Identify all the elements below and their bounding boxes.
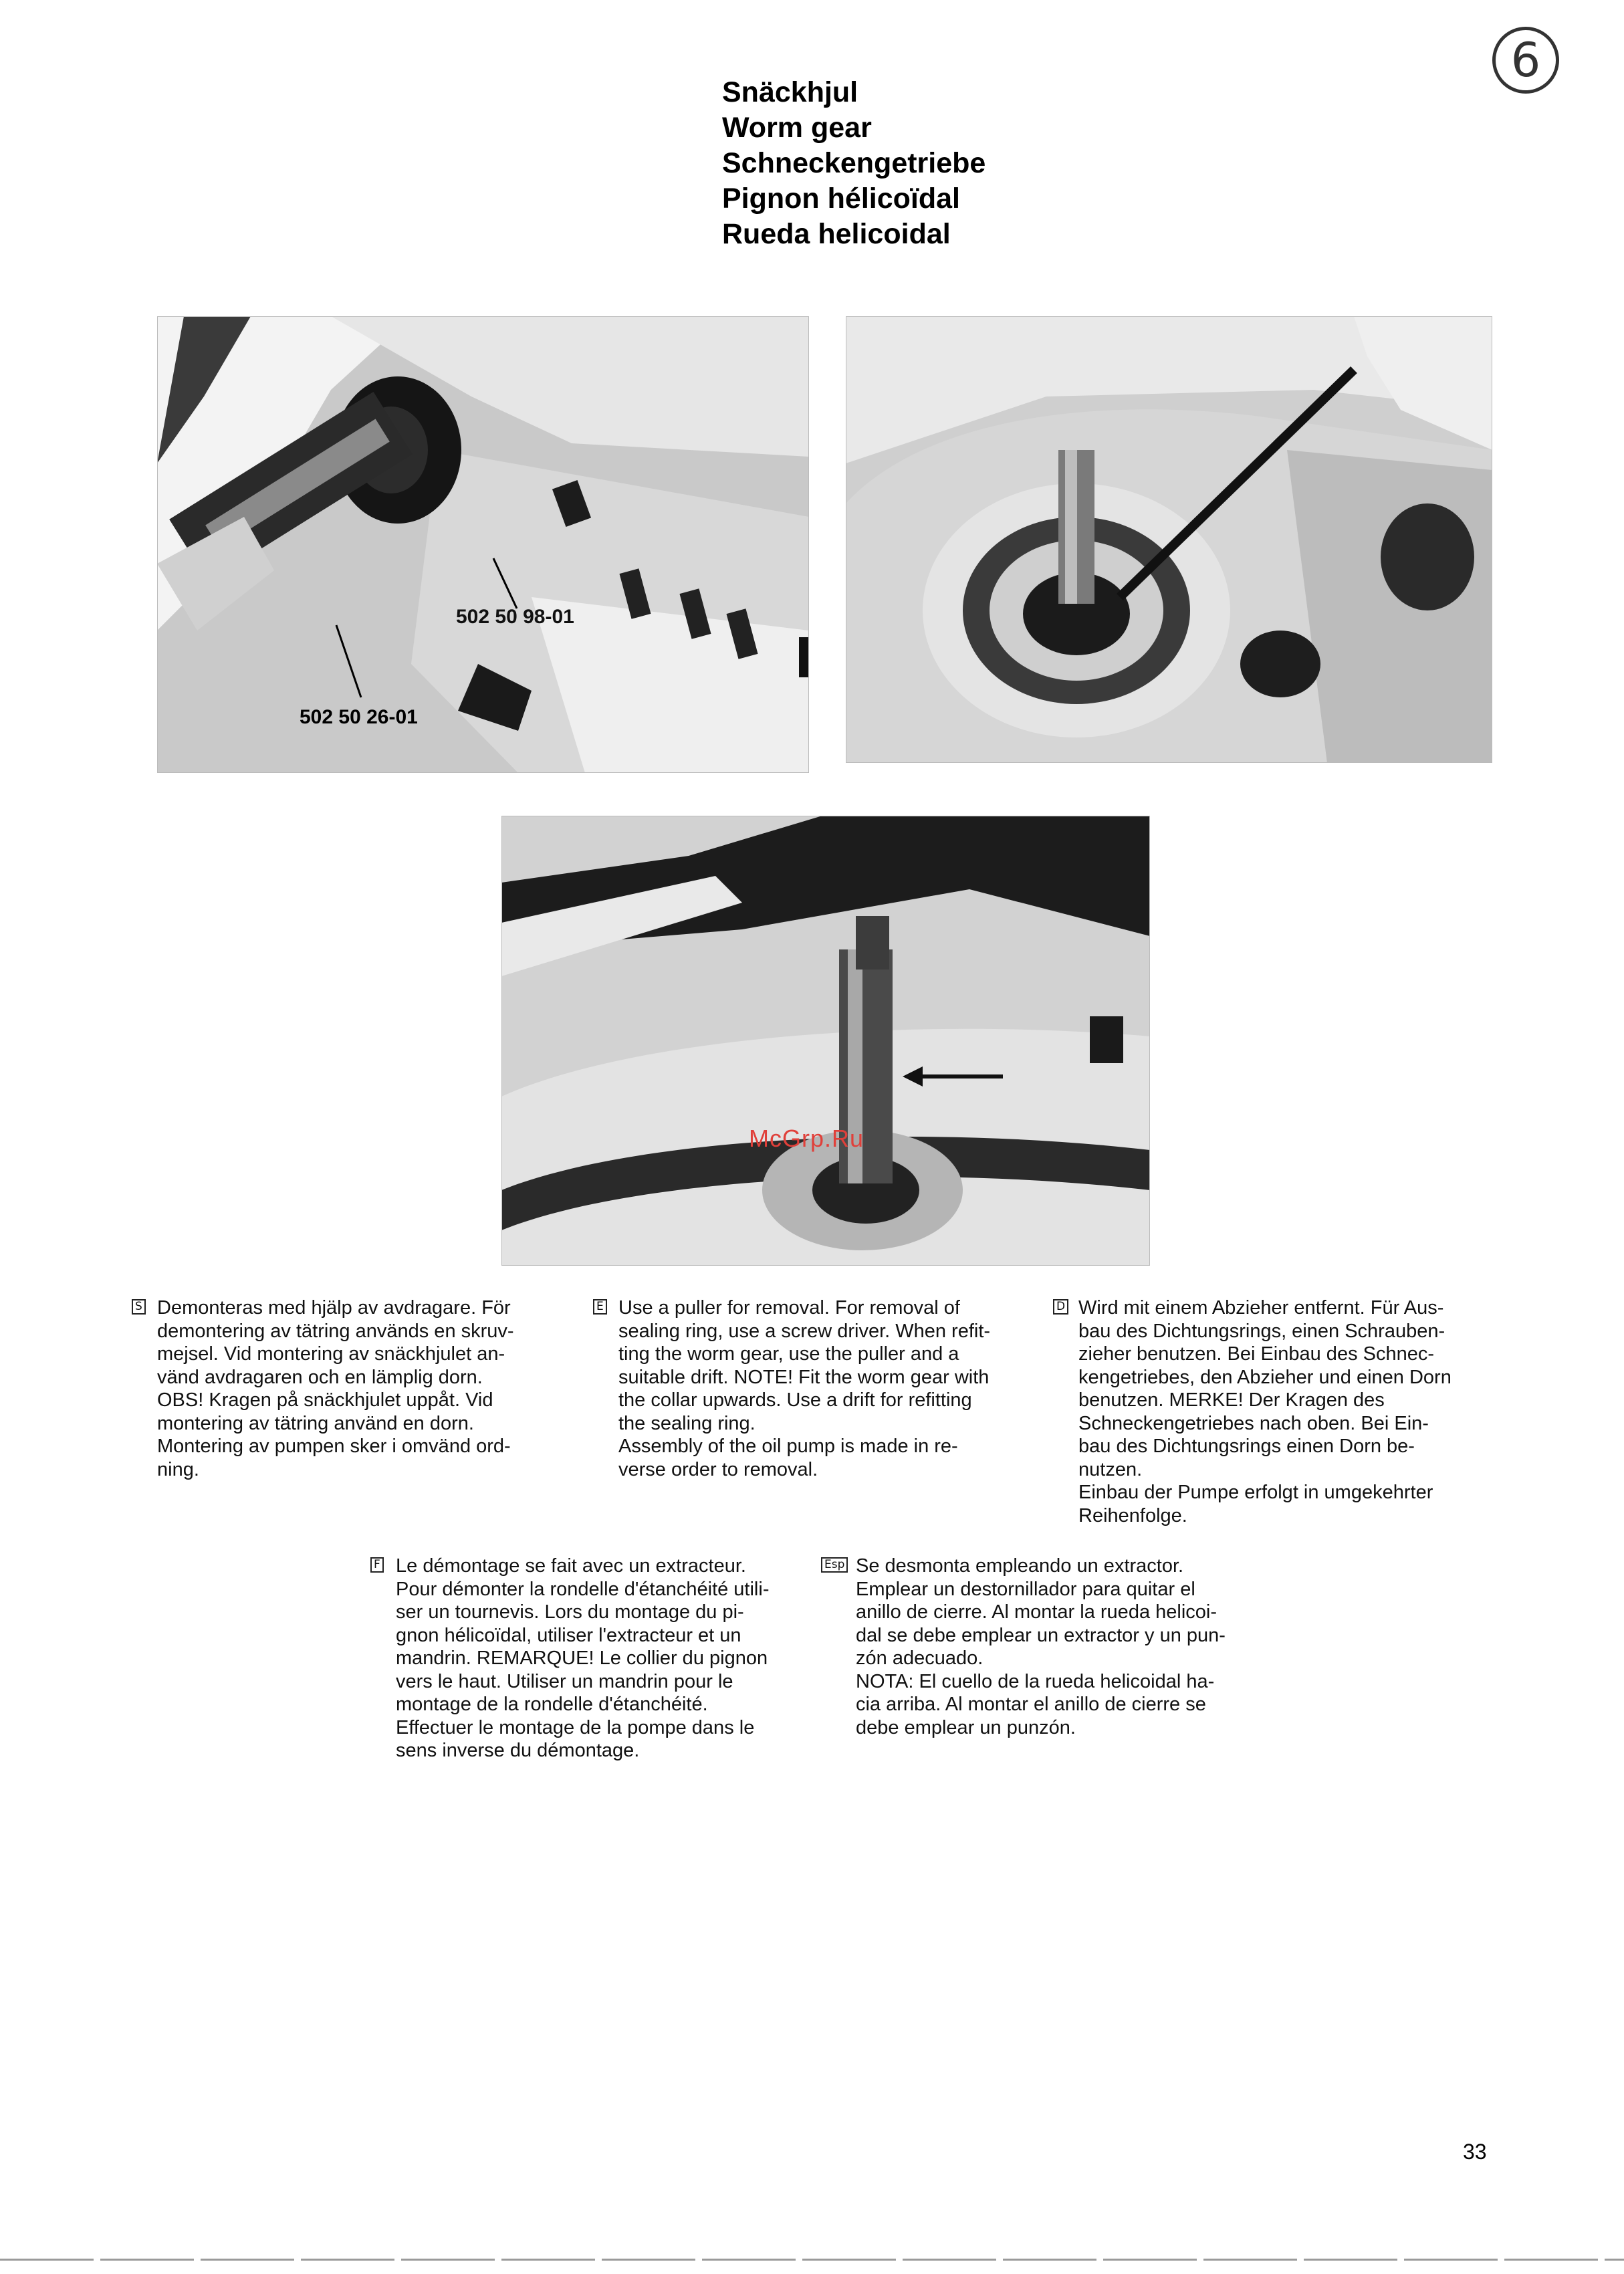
text-line: ning.	[157, 1458, 199, 1480]
text-line: Emplear un destornillador para quitar el	[856, 1578, 1195, 1600]
text-line: OBS! Kragen på snäckhjulet uppåt. Vid	[157, 1389, 493, 1411]
title-block	[722, 75, 985, 252]
instructions-german	[1056, 1296, 1493, 1527]
text-line: Use a puller for removal. For removal of	[618, 1297, 960, 1319]
text-line: mandrin. REMARQUE! Le collier du pignon	[396, 1647, 768, 1669]
text-line: ting the worm gear, use the puller and a	[618, 1343, 959, 1365]
photo-worm-gear-fitting	[501, 816, 1150, 1266]
text-line: montage de la rondelle d'étanchéité.	[396, 1694, 708, 1715]
language-tag-swedish: S	[132, 1299, 146, 1315]
title-english: Worm gear	[722, 112, 872, 144]
text-line: cia arriba. Al montar el anillo de cierre se	[856, 1694, 1206, 1715]
instructions-swedish	[135, 1296, 572, 1481]
text-line: vers le haut. Utiliser un mandrin pour le	[396, 1670, 733, 1692]
watermark-text: McGrp.Ru	[749, 1125, 864, 1152]
text-line: nutzen.	[1078, 1458, 1143, 1480]
text-line: Assembly of the oil pump is made in re-	[618, 1436, 958, 1457]
language-tag-english: E	[593, 1299, 607, 1315]
section-number-mark: 6	[1492, 27, 1559, 94]
text-line: bau des Dichtungsrings, einen Schrauben-	[1078, 1320, 1445, 1342]
text-line: Schneckengetriebes nach oben. Bei Ein-	[1078, 1412, 1429, 1434]
text-line: Montering av pumpen sker i omvänd ord-	[157, 1436, 511, 1457]
title-spanish: Rueda helicoidal	[722, 218, 951, 250]
language-tag-french: F	[370, 1557, 384, 1573]
text-line: demontering av tätring används en skruv-	[157, 1320, 514, 1342]
language-tag-spanish: Esp	[821, 1557, 848, 1573]
text-line: the sealing ring.	[618, 1412, 756, 1434]
part-number-callout: 502 50 98-01	[456, 606, 574, 628]
text-line: bau des Dichtungsrings einen Dorn be-	[1078, 1436, 1415, 1457]
bottom-rule	[0, 2259, 1624, 2261]
photo-sealing-ring-removal	[846, 316, 1492, 763]
language-tag-german: D	[1053, 1299, 1068, 1315]
text-line: zón adecuado.	[856, 1647, 983, 1669]
text-line: gnon hélicoïdal, utiliser l'extracteur et un	[396, 1624, 741, 1646]
text-line: sealing ring, use a screw driver. When refit-	[618, 1320, 991, 1342]
text-line: anillo de cierre. Al montar la rueda helicoi-	[856, 1601, 1217, 1623]
text-line: Pour démonter la rondelle d'étanchéité utili-	[396, 1578, 770, 1600]
text-line: verse order to removal.	[618, 1458, 818, 1480]
text-line: Effectuer le montage de la pompe dans le	[396, 1716, 755, 1738]
title-german: Schneckengetriebe	[722, 147, 986, 179]
text-line: Wird mit einem Abzieher entfernt. Für Aus-	[1078, 1297, 1444, 1319]
text-line: Le démontage se fait avec un extracteur.	[396, 1555, 746, 1577]
text-line: ser un tournevis. Lors du montage du pi-	[396, 1601, 744, 1623]
text-line: sens inverse du démontage.	[396, 1740, 640, 1761]
text-line: debe emplear un punzón.	[856, 1716, 1076, 1738]
text-line: mejsel. Vid montering av snäckhjulet an-	[157, 1343, 505, 1365]
text-line: Einbau der Pumpe erfolgt in umgekehrter	[1078, 1482, 1433, 1503]
text-line: the collar upwards. Use a drift for refitting	[618, 1389, 972, 1411]
title-french: Pignon hélicoïdal	[722, 183, 960, 215]
instructions-spanish	[824, 1555, 1267, 1739]
text-line: suitable drift. NOTE! Fit the worm gear with	[618, 1366, 990, 1388]
text-line: benutzen. MERKE! Der Kragen des	[1078, 1389, 1385, 1411]
text-line: dal se debe emplear un extractor y un pun-	[856, 1624, 1226, 1646]
text-line: kengetriebes, den Abzieher und einen Dorn	[1078, 1366, 1452, 1388]
text-line: montering av tätring använd en dorn.	[157, 1412, 474, 1434]
title-swedish: Snäckhjul	[722, 76, 858, 108]
text-line: zieher benutzen. Bei Einbau des Schnec-	[1078, 1343, 1435, 1365]
photo-leader-lines	[157, 316, 809, 773]
text-line: Reihenfolge.	[1078, 1504, 1187, 1526]
instructions-english	[596, 1296, 1030, 1481]
instructions-french	[374, 1555, 807, 1763]
text-line: NOTA: El cuello de la rueda helicoidal ha-	[856, 1670, 1215, 1692]
text-line: Se desmonta empleando un extractor.	[856, 1555, 1184, 1577]
text-line: vänd avdragaren och en lämplig dorn.	[157, 1366, 483, 1388]
part-number-callout: 502 50 26-01	[300, 706, 418, 728]
text-line: Demonteras med hjälp av avdragare. För	[157, 1297, 511, 1319]
page-number: 33	[1463, 2140, 1487, 2164]
